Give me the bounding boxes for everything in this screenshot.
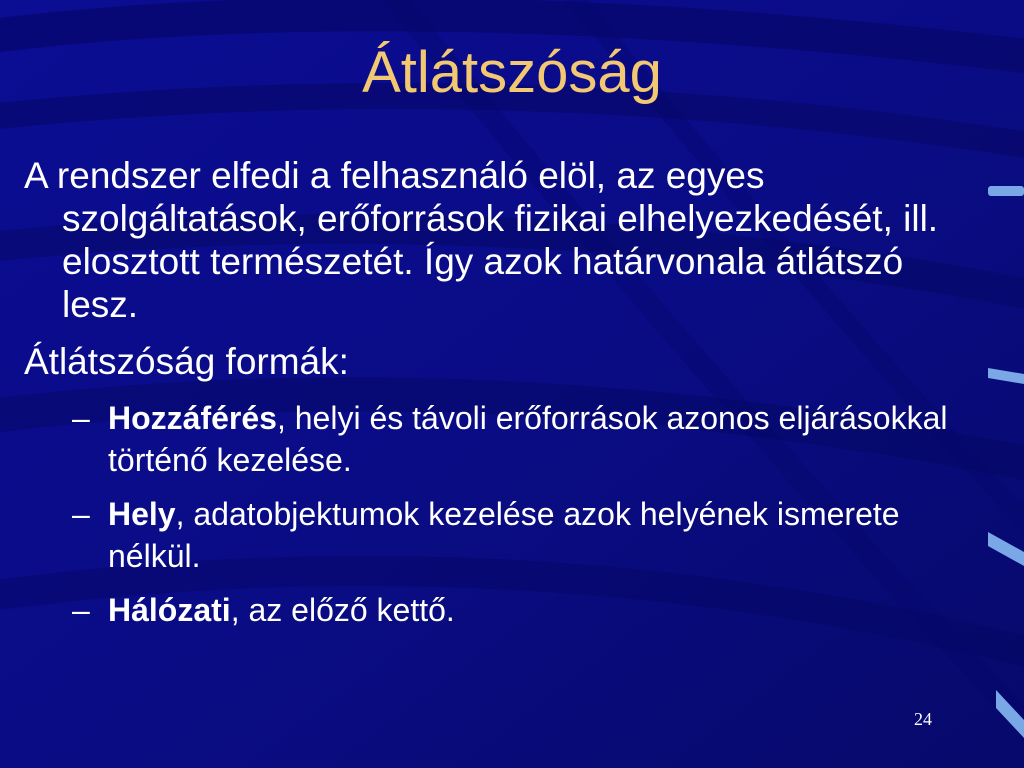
description-access: , helyi és távoli erőforrások azonos eljárásokkal történő kezelése. (108, 400, 948, 478)
dash-bullet: – (72, 400, 90, 436)
dash-bullet: – (72, 496, 90, 532)
list-item-network (72, 589, 984, 631)
slide-title: Átlátszóság (362, 40, 662, 105)
term-network: Hálózati (108, 592, 231, 628)
dash-bullet: – (72, 592, 90, 628)
term-location: Hely (108, 496, 176, 532)
description-location: , adatobjektumok kezelése azok helyének ismerete nélkül. (108, 496, 900, 574)
slide-body (24, 154, 984, 643)
description-network: , az előző kettő. (230, 592, 455, 628)
page-number: 24 (914, 709, 932, 729)
paragraph-forms-heading: Átlátszóság formák: (24, 341, 349, 382)
list-item-location (72, 493, 984, 577)
list-item-access (72, 397, 984, 481)
accent-mark-1 (988, 186, 1024, 196)
term-access: Hozzáférés (108, 400, 277, 436)
paragraph-description: A rendszer elfedi a felhasználó elöl, az egyes szolgáltatások, erőforrások fizikai elhelyezkedését, ill. elosztott természetét. Így azok határvonala átlátszó lesz. (24, 155, 939, 325)
